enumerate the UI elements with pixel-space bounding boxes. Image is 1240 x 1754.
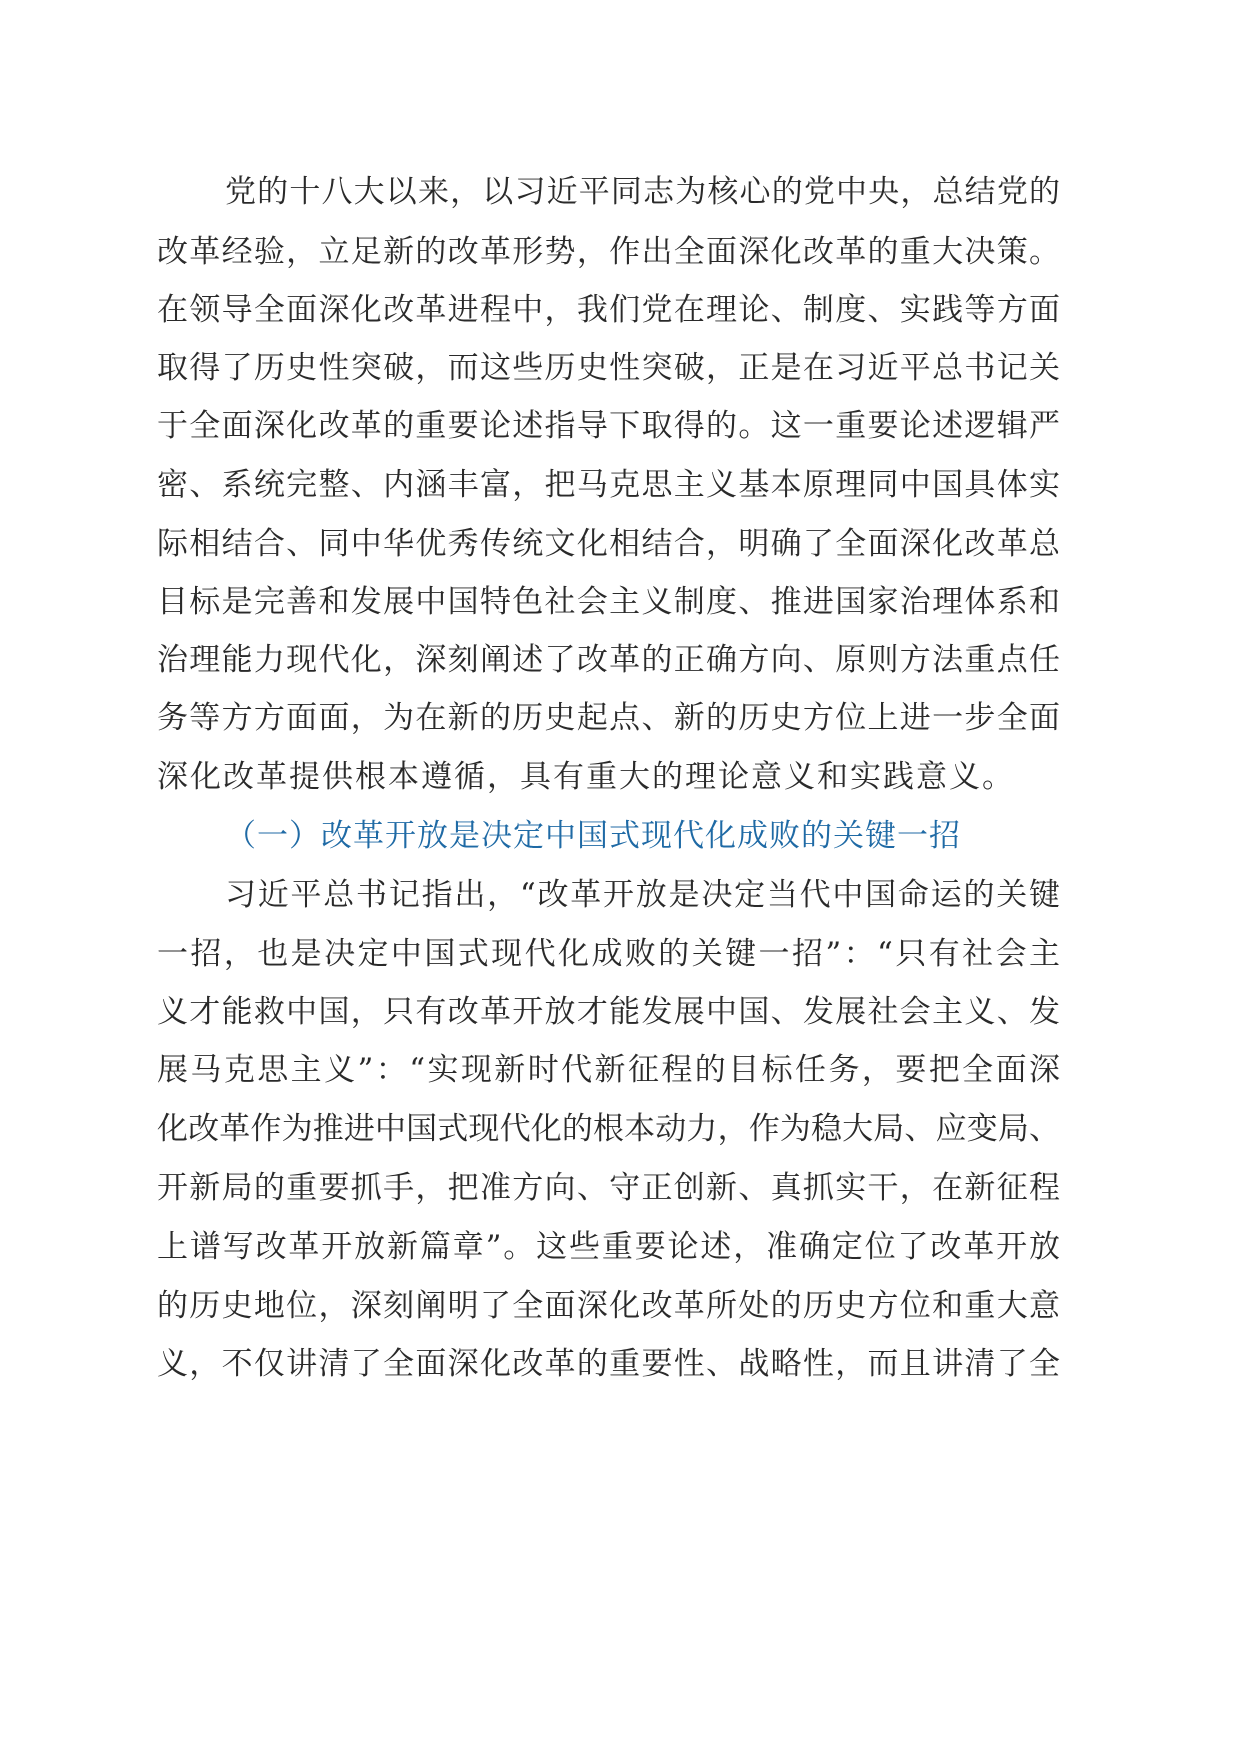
paragraph-1-line-8: 目标是完善和发展中国特色社会主义制度、推进国家治理体系和	[157, 584, 1060, 620]
paragraph-1-line-6: 密、系统完整、内涵丰富，把马克思主义基本原理同中国具体实	[157, 467, 1060, 503]
paragraph-2-line-8: 的历史地位，深刻阐明了全面深化改革所处的历史方位和重大意	[157, 1288, 1060, 1324]
paragraph-2-line-3: 义才能救中国，只有改革开放才能发展中国、发展社会主义、发	[157, 994, 1060, 1030]
paragraph-1-line-9: 治理能力现代化，深刻阐述了改革的正确方向、原则方法重点任	[157, 642, 1060, 678]
paragraph-1-line-2: 改革经验，立足新的改革形势，作出全面深化改革的重大决策。	[157, 234, 1060, 270]
paragraph-1-line-11: 深化改革提供根本遵循，具有重大的理论意义和实践意义。	[157, 759, 1015, 795]
paragraph-1-line-3: 在领导全面深化改革进程中，我们党在理论、制度、实践等方面	[157, 292, 1060, 328]
section-heading: （一）改革开放是决定中国式现代化成败的关键一招	[225, 818, 961, 854]
paragraph-2-line-7: 上谱写改革开放新篇章”。这些重要论述，准确定位了改革开放	[157, 1229, 1060, 1265]
paragraph-1-line-7: 际相结合、同中华优秀传统文化相结合，明确了全面深化改革总	[157, 526, 1060, 562]
paragraph-2-line-4: 展马克思主义”：“实现新时代新征程的目标任务，要把全面深	[157, 1052, 1060, 1088]
paragraph-2-line-9: 义，不仅讲清了全面深化改革的重要性、战略性，而且讲清了全	[157, 1346, 1060, 1382]
paragraph-2-line-2: 一招，也是决定中国式现代化成败的关键一招”：“只有社会主	[157, 936, 1060, 972]
paragraph-2-line-1: 习近平总书记指出，“改革开放是决定当代中国命运的关键	[225, 877, 1060, 913]
paragraph-1-line-4: 取得了历史性突破，而这些历史性突破，正是在习近平总书记关	[157, 350, 1060, 386]
paragraph-1-line-1: 党的十八大以来，以习近平同志为核心的党中央，总结党的	[225, 174, 1060, 210]
paragraph-2-line-5: 化改革作为推进中国式现代化的根本动力，作为稳大局、应变局、	[157, 1111, 1060, 1147]
paragraph-1-line-5: 于全面深化改革的重要论述指导下取得的。这一重要论述逻辑严	[157, 408, 1060, 444]
paragraph-1-line-10: 务等方方面面，为在新的历史起点、新的历史方位上进一步全面	[157, 700, 1060, 736]
paragraph-2-line-6: 开新局的重要抓手，把准方向、守正创新、真抓实干，在新征程	[157, 1170, 1060, 1206]
